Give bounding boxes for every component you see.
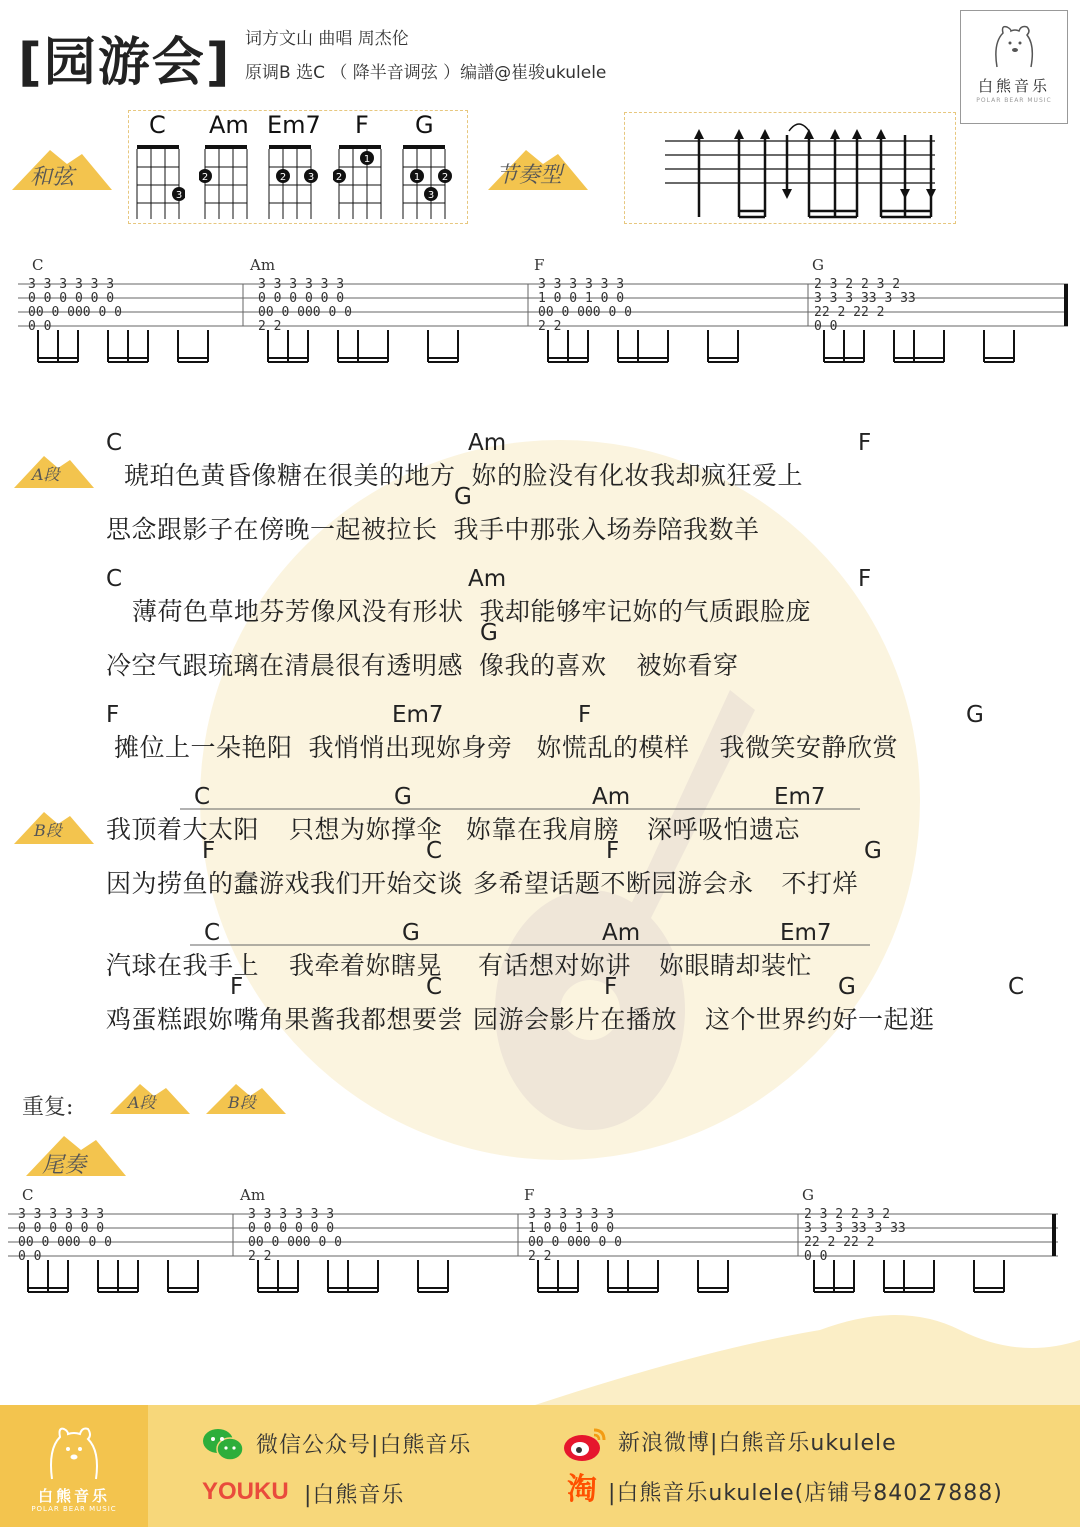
weibo-account[interactable]: 新浪微博|白熊音乐ukulele <box>618 1431 897 1456</box>
lyric-line: 汽球在我手上 我牵着妳瞎晃 有话想对妳讲 妳眼睛却装忙 <box>106 951 813 980</box>
svg-text:3: 3 <box>427 190 435 201</box>
tab-chord-g: G <box>812 256 824 274</box>
lyric-line: 我顶着大太阳 只想为妳撑伞 妳靠在我肩膀 深呼吸怕遗忘 <box>106 815 801 844</box>
svg-text:2: 2 <box>279 172 287 183</box>
svg-text:00 0 000 0 0: 00 0 000 0 0 <box>258 305 352 320</box>
chord-diagram-am <box>199 143 255 223</box>
chords-tag-label: 和弦 <box>30 165 75 190</box>
svg-text:2 2: 2 2 <box>248 1249 272 1264</box>
arrangement-info: 原调B 选C （ 降半音调弦 ）编譜@崔骏ukulele <box>245 63 607 83</box>
svg-text:3 3 3 3 3 3: 3 3 3 3 3 3 <box>538 277 625 292</box>
svg-text:1: 1 <box>363 154 371 165</box>
chord-label: C <box>204 920 221 946</box>
svg-text:2: 2 <box>335 172 343 183</box>
chord-label: G <box>864 838 882 864</box>
svg-text:2 2: 2 2 <box>528 1249 552 1264</box>
chord-name-g: G <box>415 111 434 139</box>
footer-logo-panel <box>0 1405 148 1527</box>
chord-label: C <box>194 784 211 810</box>
chord-label: F <box>202 838 216 864</box>
chord-label: G <box>402 920 420 946</box>
lyric-line: 摊位上一朵艳阳 我悄悄出现妳身旁 妳慌乱的模样 我微笑安静欣赏 <box>114 733 899 762</box>
outro-tablature <box>8 1200 1063 1300</box>
svg-text:3 3 3 3 3 3: 3 3 3 3 3 3 <box>258 277 345 292</box>
svg-text:0 0 0 0 0 0: 0 0 0 0 0 0 <box>258 291 345 306</box>
outro-tab-chord-f: F <box>524 1186 535 1204</box>
chord-label: G <box>838 974 856 1000</box>
svg-text:00 0 000 0 0: 00 0 000 0 0 <box>18 1235 112 1250</box>
wechat-account[interactable]: 微信公众号|白熊音乐 <box>256 1433 472 1458</box>
chord-label: Em7 <box>780 920 832 946</box>
svg-text:00 0 000 0 0: 00 0 000 0 0 <box>28 305 122 320</box>
song-title: [园游会] <box>18 33 232 93</box>
svg-text:3 3 3 3 3 3: 3 3 3 3 3 3 <box>248 1207 335 1222</box>
brand-subtitle: POLAR BEAR MUSIC <box>976 97 1052 104</box>
lyric-line: 鸡蛋糕跟妳嘴角果酱我都想要尝 园游会影片在播放 这个世界约好一起逛 <box>106 1005 935 1034</box>
svg-text:22 2 22 2: 22 2 22 2 <box>804 1235 875 1250</box>
youku-logo: YOUKU <box>202 1478 289 1505</box>
svg-text:0 0: 0 0 <box>28 319 52 334</box>
chord-name-em7: Em7 <box>267 111 321 139</box>
svg-text:00 0 000 0 0: 00 0 000 0 0 <box>248 1235 342 1250</box>
chord-diagrams <box>128 110 468 224</box>
repeat-b-tag-label: B段 <box>228 1093 256 1112</box>
chord-label: Em7 <box>774 784 826 810</box>
strum-pattern-diagram <box>655 113 945 223</box>
svg-text:3 3 3 33 3 33: 3 3 3 33 3 33 <box>814 291 916 306</box>
chord-label: F <box>858 566 872 592</box>
repeat-label: 重复: <box>22 1095 74 1120</box>
svg-text:3 3 3 33 3 33: 3 3 3 33 3 33 <box>804 1221 906 1236</box>
lyric-line: 思念跟影子在傍晚一起被拉长 我手中那张入场券陪我数羊 <box>106 515 760 544</box>
chord-label: C <box>426 974 443 1000</box>
svg-text:2: 2 <box>201 172 209 183</box>
svg-text:3: 3 <box>175 190 183 201</box>
svg-text:3 3 3 3 3 3: 3 3 3 3 3 3 <box>528 1207 615 1222</box>
youku-account[interactable]: |白熊音乐 <box>304 1483 405 1508</box>
tab-chord-am: Am <box>250 256 276 274</box>
chord-label: F <box>606 838 620 864</box>
chord-label: F <box>106 702 120 728</box>
wechat-icon <box>202 1428 244 1462</box>
lyric-line: 琥珀色黄昏像糖在很美的地方 妳的脸没有化妆我却疯狂爱上 <box>124 461 804 490</box>
chord-label: C <box>106 566 123 592</box>
svg-text:3 3 3 3 3 3: 3 3 3 3 3 3 <box>28 277 115 292</box>
chord-label: F <box>604 974 618 1000</box>
lyric-line: 薄荷色草地芬芳像风没有形状 我却能够牢记妳的气质跟脸庞 <box>132 597 812 626</box>
tab-chord-c: C <box>32 256 44 274</box>
chord-label: Am <box>592 784 631 810</box>
chord-diagram-f <box>333 143 393 223</box>
rhythm-tag-label: 节奏型 <box>496 163 563 188</box>
chord-label: F <box>578 702 592 728</box>
brand-name: 白熊音乐 <box>977 77 1050 95</box>
chord-diagram-g <box>397 143 463 223</box>
svg-text:00 0 000 0 0: 00 0 000 0 0 <box>528 1235 622 1250</box>
svg-text:2 2: 2 2 <box>258 319 282 334</box>
chord-label: G <box>394 784 412 810</box>
svg-text:2: 2 <box>441 172 449 183</box>
footer-bear-icon <box>44 1425 104 1483</box>
taobao-shop[interactable]: |白熊音乐ukulele(店铺号84027888) <box>608 1481 1003 1506</box>
svg-text:0 0 0 0 0 0: 0 0 0 0 0 0 <box>28 291 115 306</box>
svg-text:1: 1 <box>413 172 421 183</box>
footer <box>0 1405 1080 1527</box>
chord-label: Am <box>602 920 641 946</box>
chord-label: Em7 <box>392 702 444 728</box>
svg-text:0 0 0 0 0 0: 0 0 0 0 0 0 <box>248 1221 335 1236</box>
part-b-tag-label: B段 <box>34 821 62 840</box>
svg-text:0 0 0 0 0 0: 0 0 0 0 0 0 <box>18 1221 105 1236</box>
intro-tablature <box>18 270 1073 370</box>
footer-brand-name: 白熊音乐 <box>37 1487 110 1505</box>
svg-text:3: 3 <box>307 172 315 183</box>
svg-text:1 0 0 1 0 0: 1 0 0 1 0 0 <box>528 1221 615 1236</box>
chord-name-f: F <box>355 111 369 139</box>
chord-label: C <box>426 838 443 864</box>
svg-text:0 0: 0 0 <box>18 1249 42 1264</box>
chord-label: G <box>966 702 984 728</box>
chord-label: F <box>230 974 244 1000</box>
svg-text:1 0 0 1 0 0: 1 0 0 1 0 0 <box>538 291 625 306</box>
outro-tab-chord-am: Am <box>240 1186 266 1204</box>
chord-label: F <box>858 430 872 456</box>
weibo-icon <box>562 1424 608 1464</box>
brand-logo <box>960 10 1068 124</box>
svg-text:0 0: 0 0 <box>804 1249 828 1264</box>
chord-diagram-em7 <box>263 143 323 223</box>
rhythm-pattern <box>624 112 956 224</box>
outro-tab-chord-g: G <box>802 1186 814 1204</box>
chord-label: Am <box>468 430 507 456</box>
svg-text:2 2: 2 2 <box>538 319 562 334</box>
chord-label: C <box>1008 974 1025 1000</box>
outro-tab-chord-c: C <box>22 1186 34 1204</box>
taobao-icon: 淘 <box>567 1472 597 1507</box>
song-credits: 词方文山 曲唱 周杰伦 <box>245 29 409 49</box>
chord-label: C <box>106 430 123 456</box>
part-a-tag-label: A段 <box>32 465 60 484</box>
chord-label: G <box>454 484 472 510</box>
lyric-line: 因为捞鱼的蠢游戏我们开始交谈 多希望话题不断园游会永 不打烊 <box>106 869 859 898</box>
svg-text:3 3 3 3 3 3: 3 3 3 3 3 3 <box>18 1207 105 1222</box>
svg-text:00 0 000 0 0: 00 0 000 0 0 <box>538 305 632 320</box>
svg-text:22 2 22 2: 22 2 22 2 <box>814 305 885 320</box>
tab-chord-f: F <box>534 256 545 274</box>
repeat-a-tag-label: A段 <box>128 1093 156 1112</box>
footer-brand-subtitle: POLAR BEAR MUSIC <box>31 1505 117 1513</box>
chord-label: G <box>480 620 498 646</box>
chord-name-am: Am <box>209 111 249 139</box>
svg-text:2 3 2 2 3 2: 2 3 2 2 3 2 <box>814 277 901 292</box>
svg-text:2 3 2 2 3 2: 2 3 2 2 3 2 <box>804 1207 891 1222</box>
chord-label: Am <box>468 566 507 592</box>
lyric-line: 冷空气跟琉璃在清晨很有透明感 像我的喜欢 被妳看穿 <box>106 651 739 680</box>
outro-tag-label: 尾奏 <box>42 1153 87 1178</box>
mountain-decoration <box>0 1290 1080 1410</box>
svg-text:0 0: 0 0 <box>814 319 838 334</box>
chord-name-c: C <box>149 111 166 139</box>
bear-icon <box>989 23 1039 71</box>
chord-diagram-c <box>133 143 185 223</box>
